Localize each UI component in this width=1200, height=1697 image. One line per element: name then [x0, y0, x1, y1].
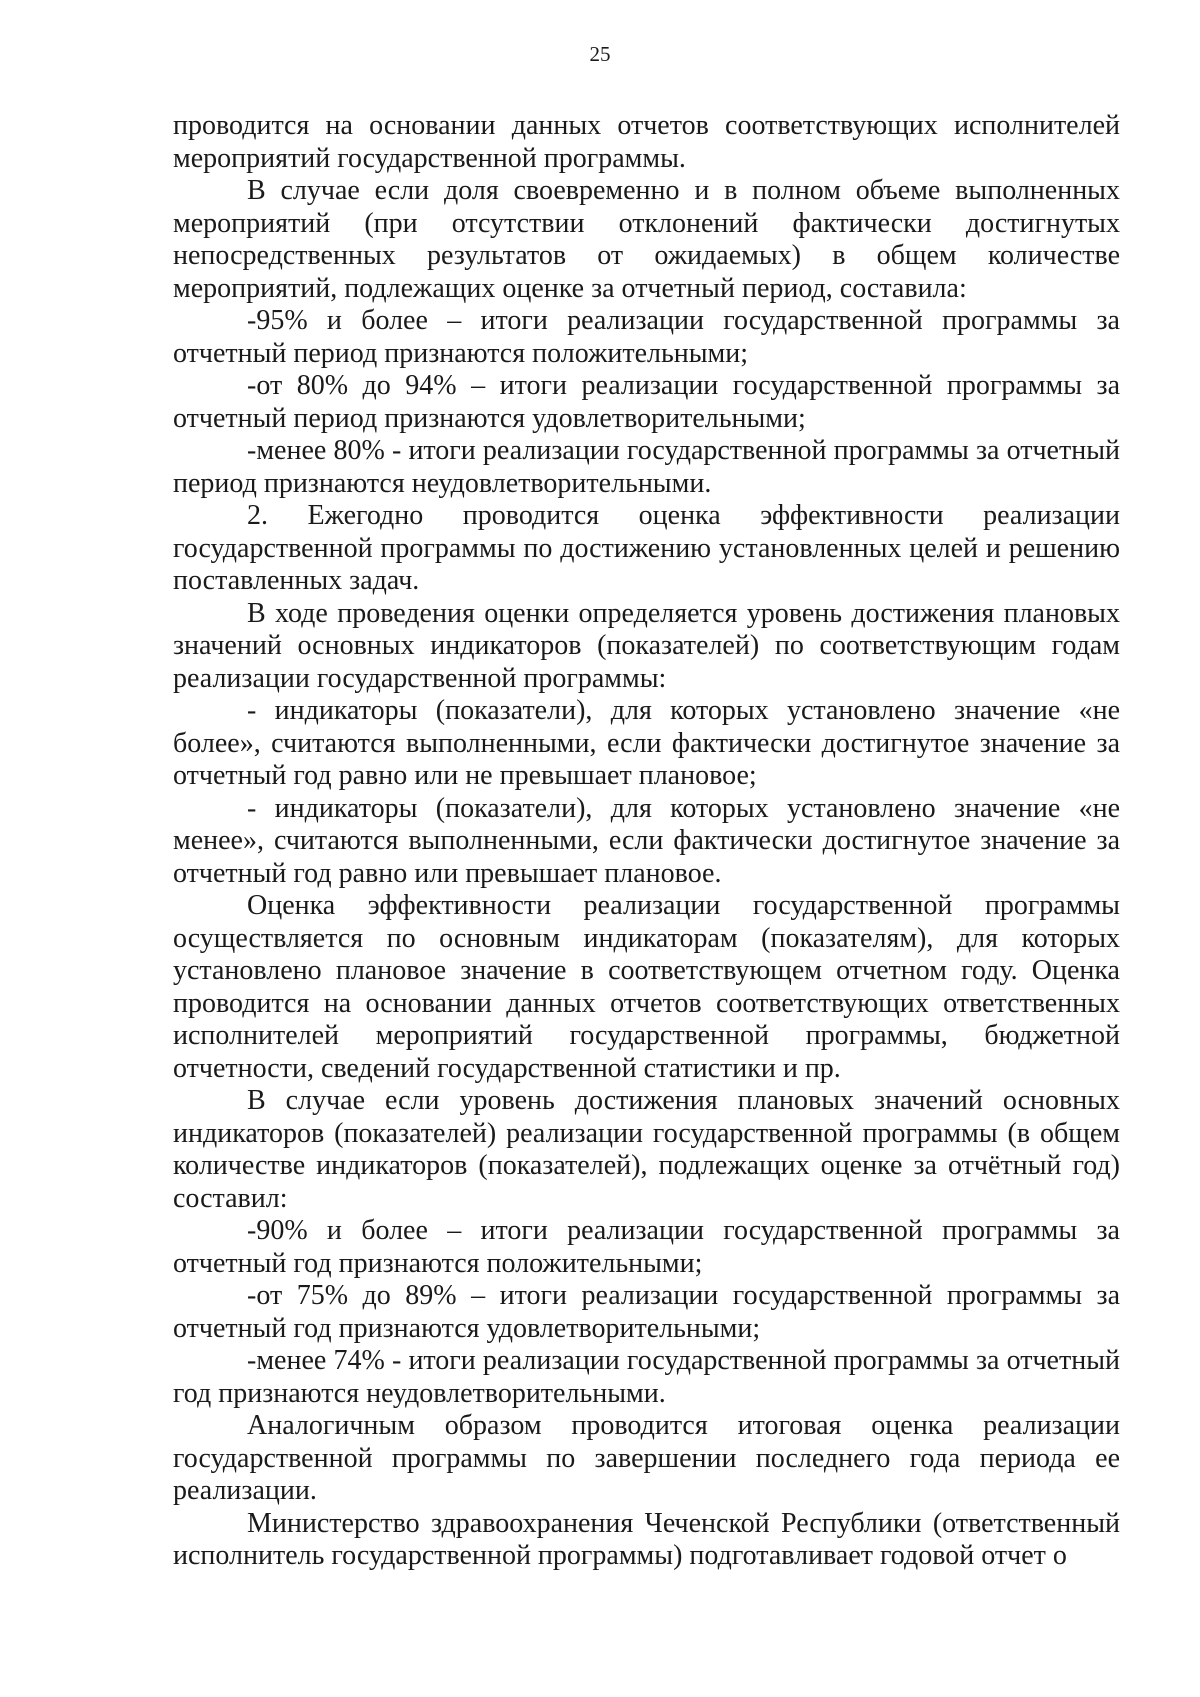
paragraph-evaluation-basis: Оценка эффективности реализации государственной программы осуществляется по основным индикаторам (показателям), для которых установлено плановое значение в соответствующем отчетном году. Оценка проводится на основании данных отчетов соответствующих ответственных исполнителей мероприятий государственной программы, бюджетной отчетности, сведений государственной статистики и пр.	[173, 890, 1120, 1084]
document-body	[173, 110, 1120, 1573]
paragraph-condition-intro: В случае если доля своевременно и в полном объеме выполненных мероприятий (при отсутствии отклонений фактически достигнутых непосредственных результатов от ожидаемых) в общем количестве мероприятий, подлежащих оценке за отчетный период, составила:	[173, 175, 1120, 304]
paragraph-final-evaluation: Аналогичным образом проводится итоговая оценка реализации государственной программы по завершении последнего года периода ее реализации.	[173, 1410, 1120, 1506]
page-number: 25	[589, 42, 611, 66]
list-item-satisfactory-year: -от 75% до 89% – итоги реализации государственной программы за отчетный год признаются удовлетворительными;	[173, 1280, 1120, 1344]
list-item-positive-period: -95% и более – итоги реализации государственной программы за отчетный период признаются положительными;	[173, 305, 1120, 369]
paragraph-ministry-report: Министерство здравоохранения Чеченской Республики (ответственный исполнитель государственной программы) подготавливает годовой отчет о	[173, 1507, 1120, 1571]
paragraph-annual-evaluation: 2. Ежегодно проводится оценка эффективности реализации государственной программы по достижению установленных целей и решению поставленных задач.	[173, 500, 1120, 596]
list-item-unsatisfactory-period: -менее 80% - итоги реализации государственной программы за отчетный период признаются неудовлетворительными.	[173, 435, 1120, 499]
paragraph-indicator-condition: В случае если уровень достижения плановых значений основных индикаторов (показателей) реализации государственной программы (в общем количестве индикаторов (показателей), подлежащих оценке за отчётный год) составил:	[173, 1085, 1120, 1214]
list-item-satisfactory-period: -от 80% до 94% – итоги реализации государственной программы за отчетный период признаются удовлетворительными;	[173, 370, 1120, 434]
paragraph-continuation: проводится на основании данных отчетов соответствующих исполнителей мероприятий государственной программы.	[173, 110, 1120, 174]
list-item-positive-year: -90% и более – итоги реализации государственной программы за отчетный год признаются положительными;	[173, 1215, 1120, 1279]
paragraph-evaluation-process: В ходе проведения оценки определяется уровень достижения плановых значений основных индикаторов (показателей) по соответствующим годам реализации государственной программы:	[173, 597, 1120, 694]
list-item-unsatisfactory-year: -менее 74% - итоги реализации государственной программы за отчетный год признаются неудовлетворительными.	[173, 1345, 1120, 1409]
list-item-not-more: - индикаторы (показатели), для которых установлено значение «не более», считаются выполненными, если фактически достигнутое значение за отчетный год равно или не превышает плановое;	[173, 695, 1120, 791]
list-item-not-less: - индикаторы (показатели), для которых установлено значение «не менее», считаются выполненными, если фактически достигнутое значение за отчетный год равно или превышает плановое.	[173, 792, 1120, 889]
